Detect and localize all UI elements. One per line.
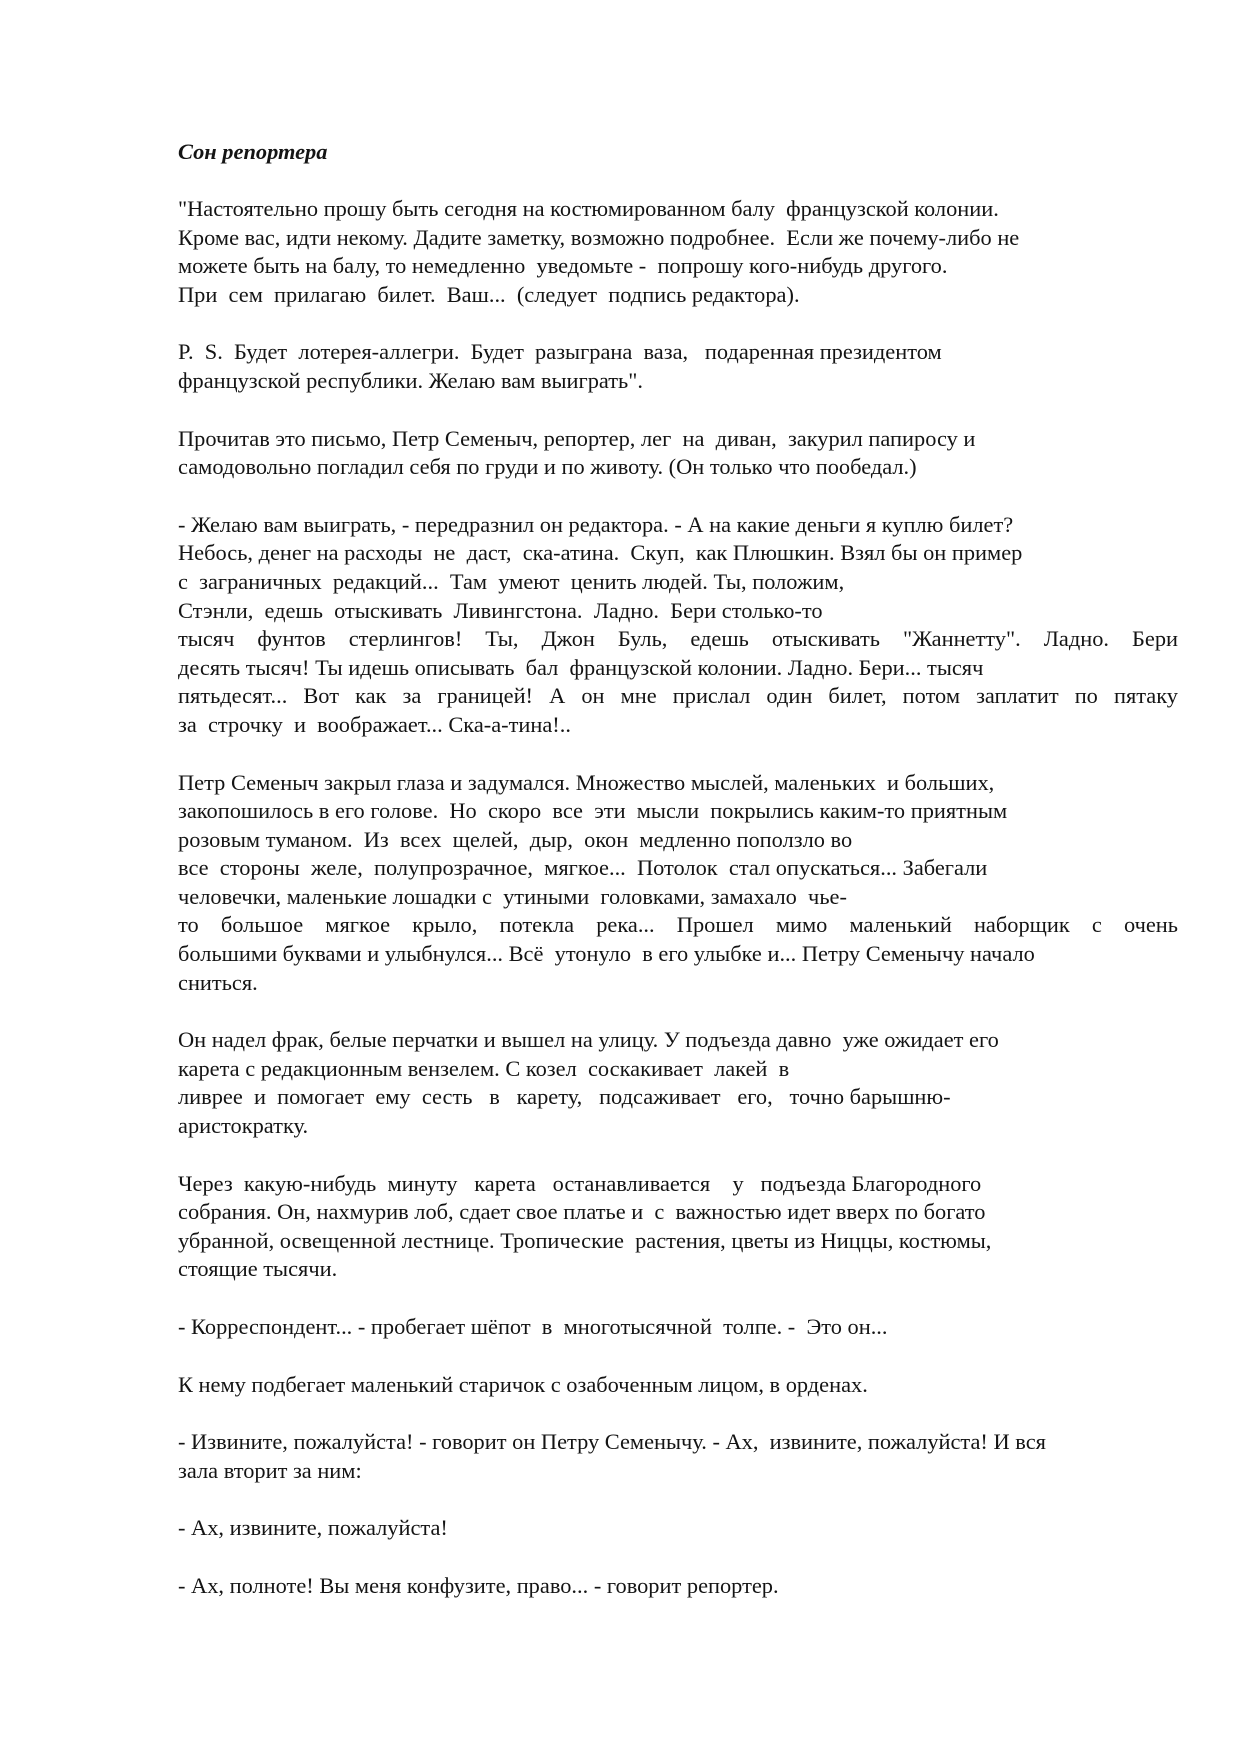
text-line: можете быть на балу, то немедленно уведомьте - попрошу кого-нибудь другого. (178, 253, 948, 279)
text-line: закопошилось в его голове. Но скоро все эти мысли покрылись каким-то приятным (178, 798, 1008, 824)
paragraph (178, 1428, 1178, 1485)
paragraph (178, 1572, 1178, 1601)
text-line: - Корреспондент... - пробегает шёпот в многотысячной толпе. - Это он... (178, 1314, 888, 1339)
text-line: тысяч фунтов стерлингов! Ты, Джон Буль, едешь отыскивать "Жаннетту". Ладно. Бери (178, 626, 1178, 652)
text-line: - Извините, пожалуйста! - говорит он Петру Семенычу. - Ах, извините, пожалуйста! И вся (178, 1429, 1046, 1455)
text-line: P. S. Будет лотерея-аллегри. Будет разыграна ваза, подаренная президентом (178, 339, 942, 365)
text-line: то большое мягкое крыло, потекла река... Прошел мимо маленький наборщик с очень (178, 912, 1178, 938)
text-line: Стэнли, едешь отыскивать Ливингстона. Ладно. Бери столько-то (178, 597, 823, 623)
text-line: Петр Семеныч закрыл глаза и задумался. Множество мыслей, маленьких и больших, (178, 769, 995, 795)
paragraph (178, 1371, 1178, 1400)
paragraph (178, 338, 1178, 395)
paragraph (178, 1514, 1178, 1543)
text-line: - Желаю вам выиграть, - передразнил он редактора. - А на какие деньги я куплю билет? (178, 511, 1014, 537)
text-line: все стороны желе, полупрозрачное, мягкое... Потолок стал опускаться... Забегали (178, 855, 988, 881)
text-line: с заграничных редакций... Там умеют ценить людей. Ты, положим, (178, 568, 845, 594)
text-line: большими буквами и улыбнулся... Всё утонуло в его улыбке и... Петру Семенычу начало (178, 941, 1035, 967)
text-line: французской республики. Желаю вам выиграть". (178, 367, 644, 393)
text-line: пятьдесят... Вот как за границей! А он мне прислал один билет, потом заплатит по пятаку (178, 683, 1178, 709)
text-line: Он надел фрак, белые перчатки и вышел на улицу. У подъезда давно уже ожидает его (178, 1027, 999, 1053)
story-body (178, 195, 1178, 1601)
text-line: за строчку и воображает... Ска-а-тина!.. (178, 711, 571, 737)
document-page (178, 138, 1178, 1630)
paragraph (178, 425, 1178, 482)
text-line: самодовольно погладил себя по груди и по животу. (Он только что пообедал.) (178, 454, 917, 480)
text-line: собрания. Он, нахмурив лоб, сдает свое платье и с важностью идет вверх по богато (178, 1199, 986, 1225)
text-line: Прочитав это письмо, Петр Семеныч, репортер, лег на диван, закурил папиросу и (178, 425, 976, 451)
text-line: десять тысяч! Ты идешь описывать бал французской колонии. Ладно. Бери... тысяч (178, 654, 984, 680)
text-line: К нему подбегает маленький старичок с озабоченным лицом, в орденах. (178, 1371, 868, 1397)
text-line: карета с редакционным вензелем. С козел соскакивает лакей в (178, 1055, 790, 1081)
text-line: ливрее и помогает ему сесть в карету, подсаживает его, точно барышню- (178, 1084, 951, 1110)
text-line: зала вторит за ним: (178, 1457, 362, 1483)
paragraph (178, 769, 1178, 998)
text-line: При сем прилагаю билет. Ваш... (следует подпись редактора). (178, 281, 800, 307)
text-line: стоящие тысячи. (178, 1256, 338, 1282)
paragraph (178, 511, 1178, 740)
text-line: Через какую-нибудь минуту карета останавливается у подъезда Благородного (178, 1170, 982, 1196)
text-line: Небось, денег на расходы не даст, ска-атина. Скуп, как Плюшкин. Взял бы он пример (178, 540, 1023, 566)
paragraph (178, 1026, 1178, 1140)
paragraph (178, 1313, 1178, 1342)
text-line: розовым туманом. Из всех щелей, дыр, окон медленно поползло во (178, 826, 853, 852)
text-line: Кроме вас, идти некому. Дадите заметку, возможно подробнее. Если же почему-либо не (178, 224, 1020, 250)
text-line: человечки, маленькие лошадки с утиными головками, замахало чье- (178, 883, 847, 909)
paragraph (178, 1170, 1178, 1284)
text-line: - Ах, извините, пожалуйста! (178, 1515, 448, 1541)
paragraph (178, 195, 1178, 309)
story-title: Сон репортера (178, 139, 328, 164)
text-line: сниться. (178, 969, 258, 995)
text-line: - Ах, полноте! Вы меня конфузите, право... - говорит репортер. (178, 1572, 779, 1598)
text-line: "Настоятельно прошу быть сегодня на костюмированном балу французской колонии. (178, 196, 999, 221)
text-line: аристократку. (178, 1113, 309, 1139)
text-line: убранной, освещенной лестнице. Тропические растения, цветы из Ниццы, костюмы, (178, 1227, 992, 1253)
